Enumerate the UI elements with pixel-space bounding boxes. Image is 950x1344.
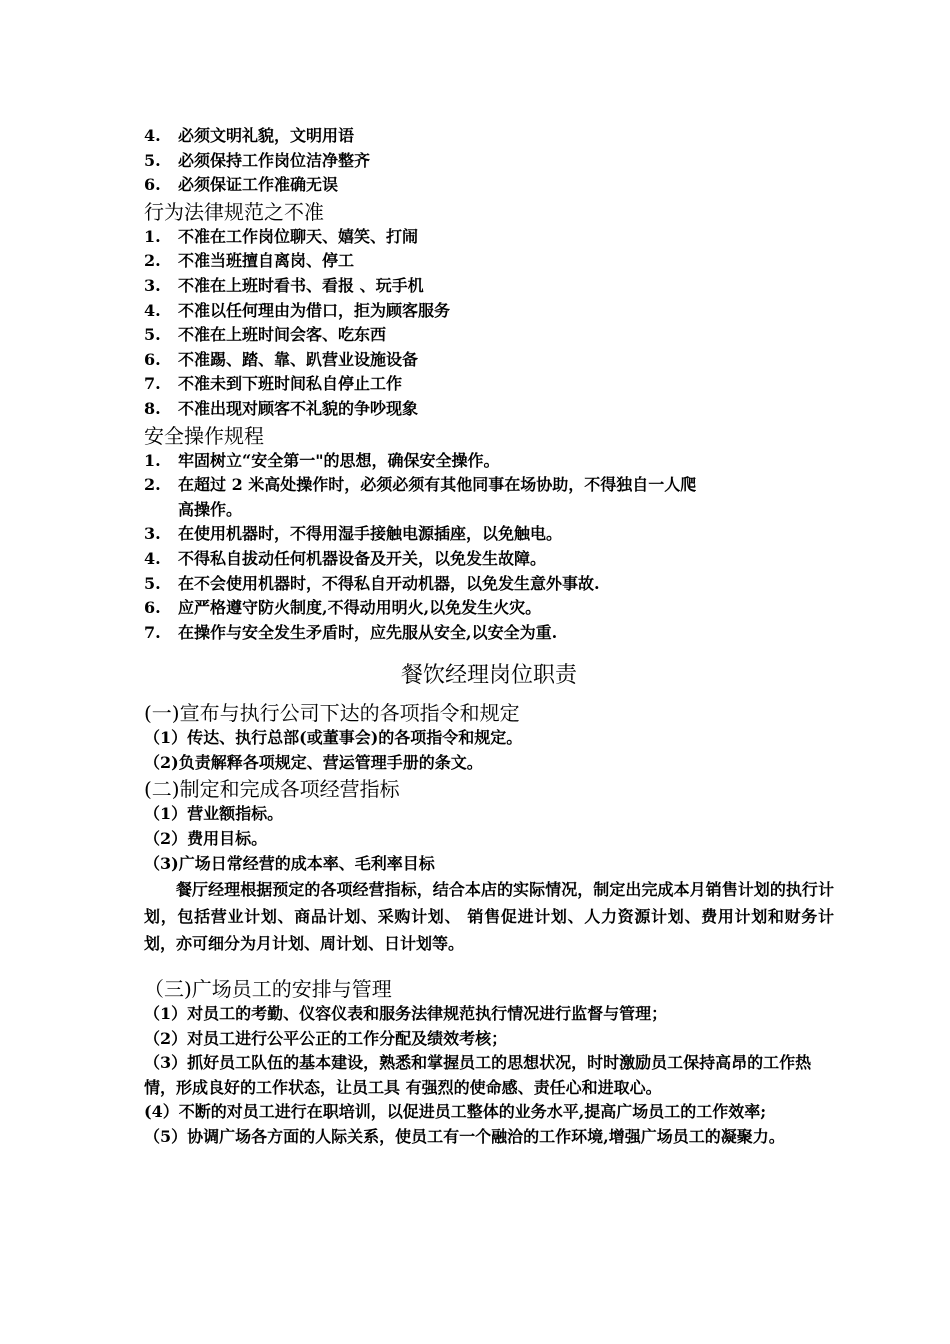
list-item: 4. 必须文明礼貌，文明用语 [144, 126, 355, 145]
list-item-continuation: 高操作。 [178, 499, 243, 519]
list-item: 5. 在不会使用机器时，不得私自开动机器，以免发生意外事故. [144, 573, 600, 593]
section-heading-2: (二)制定和完成各项经营指标 [144, 777, 400, 802]
list-item: （1）对员工的考勤、仪容仪表和服务法律规范执行情况进行监督与管理； [144, 1004, 668, 1024]
list-item: 4. 不准以任何理由为借口，拒为顾客服务 [144, 300, 451, 320]
list-item: 4. 不得私自拔动任何机器设备及开关，以免发生故障。 [144, 548, 547, 568]
list-item: 2. 不准当班擅自离岗、停工 [144, 251, 355, 271]
list-item: 8. 不准出现对顾客不礼貌的争吵现象 [144, 398, 419, 418]
list-item: 7. 不准未到下班时间私自停止工作 [144, 374, 403, 394]
list-item: （3）抓好员工队伍的基本建设，熟悉和掌握员工的思想状况，时时激励员工保持高昂的工作热情，形成良好的工作状态，让员工具 有强烈的使命感、责任心和进取心。 [144, 1053, 812, 1097]
list-item: （1）营业额指标。 [144, 804, 284, 824]
list-item: 1. 牢固树立“安全第一"的思想，确保安全操作。 [144, 450, 500, 470]
list-item: 5. 不准在上班时间会客、吃东西 [144, 325, 387, 345]
list-item: 6. 必须保证工作准确无误 [144, 175, 339, 195]
body-paragraph: 餐厅经理根据预定的各项经营指标，结合本店的实际情况，制定出完成本月销售计划的执行计划，包括营业计划、商品计划、采购计划、 销售促进计划、人力资源计划、费用计划和财务计划，亦可细分为月计划、周计划、日计划等。 [144, 880, 834, 954]
spacer [144, 957, 834, 975]
section-heading-3: （三)广场员工的安排与管理 [144, 977, 392, 1002]
section-heading-prohibited: 行为法律规范之不准 [144, 199, 324, 224]
list-item: （2）对员工进行公平公正的工作分配及绩效考核； [144, 1028, 508, 1048]
list-item: 7. 在操作与安全发生矛盾时，应先服从安全,以安全为重. [144, 622, 558, 642]
list-item: （2)负责解释各项规定、营运管理手册的条文。 [144, 752, 483, 772]
list-item: 1. 不准在工作岗位聊天、嬉笑、打闹 [144, 226, 419, 246]
section-heading-1: (一)宣布与执行公司下达的各项指令和规定 [144, 701, 520, 726]
list-item: （5）协调广场各方面的人际关系，使员工有一个融洽的工作环境,增强广场员工的凝聚力。 [144, 1126, 785, 1146]
list-item: （2）费用目标。 [144, 829, 268, 849]
list-item: 3. 在使用机器时，不得用湿手接触电源插座，以免触电。 [144, 524, 563, 544]
list-item: 6. 应严格遵守防火制度,不得动用明火,以免发生火灾。 [144, 598, 542, 618]
list-item: （3)广场日常经营的成本率、毛利率目标 [144, 853, 435, 873]
document-content [144, 124, 834, 1149]
section-heading-safety: 安全操作规程 [144, 423, 264, 448]
list-item: 6. 不准踢、踏、靠、趴营业设施设备 [144, 349, 419, 369]
page-title: 餐饮经理岗位职责 [400, 663, 577, 689]
list-item: (4）不断的对员工进行在职培训，以促进员工整体的业务水平,提高广场员工的工作效率; [144, 1102, 767, 1122]
list-item: （1）传达、执行总部(或董事会)的各项指令和规定。 [144, 728, 523, 748]
list-item: 5. 必须保持工作岗位洁净整齐 [144, 150, 371, 170]
list-item: 2. 在超过 2 米高处操作时，必须必须有其他同事在场协助，不得独自一人爬 [144, 475, 697, 495]
list-item: 3. 不准在上班时看书、看报 、玩手机 [144, 275, 424, 295]
